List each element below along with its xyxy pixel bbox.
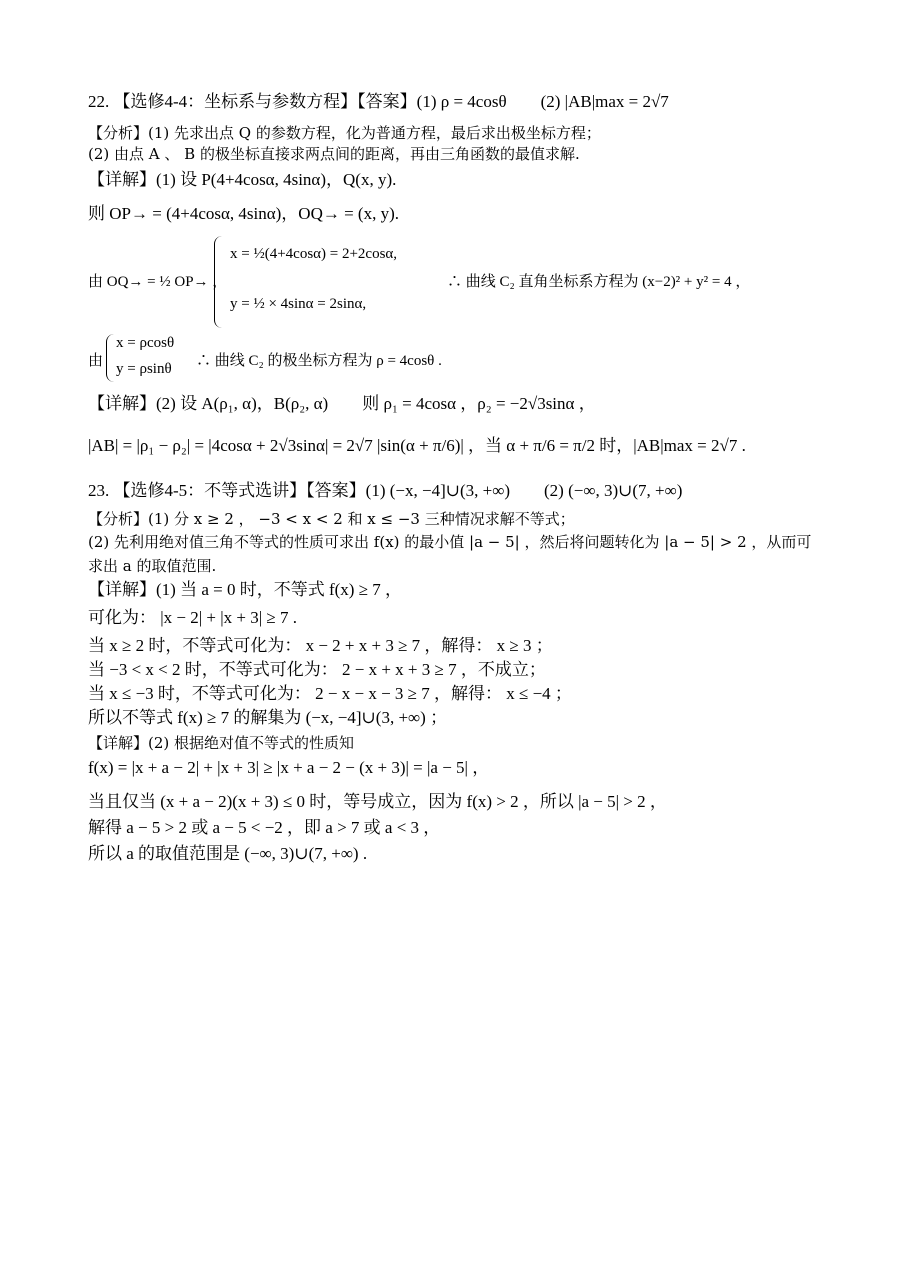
q23-detail-line-2: 可化为： |x − 2| + |x + 3| ≥ 7 . bbox=[88, 608, 297, 627]
q22-system2-lead: 由 bbox=[88, 351, 104, 369]
q23-detail-line-4: 当 −3 < x < 2 时，不等式可化为： 2 − x + x + 3 ≥ 7 ，不成立； bbox=[88, 660, 546, 679]
q23-detail-line-10: 解得 a − 5 > 2 或 a − 5 < −2 ，即 a > 7 或 a < 3 ， bbox=[88, 818, 441, 837]
q23-detail-line-7: 【详解】(2) 根据绝对值不等式的性质知 bbox=[88, 734, 355, 752]
q22-detail-line-2: 则 OP→ = (4+4cosα, 4sinα)，OQ→ = (x, y). bbox=[88, 204, 400, 223]
q23-detail-line-3: 当 x ≥ 2 时，不等式可化为： x − 2 + x + 3 ≥ 7 ，解得： x ≥ 3 ； bbox=[88, 636, 553, 655]
q22-detail-line-1: 【详解】(1) 设 P(4+4cosα, 4sinα)，Q(x, y). bbox=[88, 170, 397, 189]
q22-system1-brace bbox=[214, 236, 223, 328]
q22-detail-line-4: |AB| = |ρ₁ − ρ₂| = |4cosα + 2√3sinα| = 2√7 |sin(α + π/6)| ，当 α + π/6 = π/2 时，|AB|max = 2√7 . bbox=[88, 436, 746, 455]
q23-detail-line-5: 当 x ≤ −3 时，不等式可化为： 2 − x − x − 3 ≥ 7 ，解得： x ≤ −4 ； bbox=[88, 684, 572, 703]
q23-detail-line-9: 当且仅当 (x + a − 2)(x + 3) ≤ 0 时，等号成立，因为 f(x) > 2 ，所以 |a − 5| > 2 ， bbox=[88, 792, 667, 811]
q22-analysis-line-2: (2) 由点 A 、 B 的极坐标直接求两点间的距离，再由三角函数的最值求解. bbox=[88, 145, 580, 163]
q22-system1-lead: 由 OQ→ = ½ OP→ ， bbox=[88, 274, 228, 290]
q23-heading: 23. 【选修4-5：不等式选讲】【答案】(1) (−x, −4]∪(3, +∞) (2) (−∞, 3)∪(7, +∞) bbox=[88, 481, 683, 500]
q22-system2-brace bbox=[106, 334, 114, 382]
q22-system2-result: ∴ 曲线 C₂ 的极坐标方程为 ρ = 4cosθ . bbox=[196, 353, 442, 369]
q22-heading: 22. 【选修4-4：坐标系与参数方程】【答案】(1) ρ = 4cosθ (2) |AB|max = 2√7 bbox=[88, 92, 669, 111]
q22-system1-result: ∴ 曲线 C₂ 直角坐标系方程为 (x−2)² + y² = 4 ， bbox=[447, 274, 751, 290]
q22-detail-line-3: 【详解】(2) 设 A(ρ₁, α)，B(ρ₂, α) 则 ρ₁ = 4cosα ，ρ₂ = −2√3sinα ， bbox=[88, 394, 596, 413]
q22-system1-row2: y = ½ × 4sinα = 2sinα, bbox=[230, 296, 367, 312]
q23-detail-line-6: 所以不等式 f(x) ≥ 7 的解集为 (−x, −4]∪(3, +∞) ； bbox=[88, 708, 448, 727]
q22-analysis-line-1: 【分析】(1) 先求出点 Q 的参数方程，化为普通方程，最后求出极坐标方程； bbox=[88, 124, 601, 142]
q23-analysis-line-1: 【分析】(1) 分 x ≥ 2 ， −3 < x < 2 和 x ≤ −3 三种情况求解不等式； bbox=[88, 510, 575, 528]
q23-detail-line-1: 【详解】(1) 当 a = 0 时，不等式 f(x) ≥ 7 ， bbox=[88, 580, 403, 599]
q22-system1-row1: x = ½(4+4cosα) = 2+2cosα, bbox=[230, 246, 398, 262]
q22-system2-row1: x = ρcosθ bbox=[116, 335, 175, 351]
q22-system2-row2: y = ρsinθ bbox=[116, 361, 172, 377]
q23-analysis-line-3: 求出 a 的取值范围. bbox=[88, 557, 217, 575]
q23-detail-line-8: f(x) = |x + a − 2| + |x + 3| ≥ |x + a − 2 − (x + 3)| = |a − 5| ， bbox=[88, 758, 490, 777]
q23-detail-line-11: 所以 a 的取值范围是 (−∞, 3)∪(7, +∞) . bbox=[88, 844, 368, 863]
q23-analysis-line-2: (2) 先利用绝对值三角不等式的性质可求出 f(x) 的最小值 |a − 5| ，然后将问题转化为 |a − 5| > 2 ，从而可 bbox=[88, 533, 812, 551]
